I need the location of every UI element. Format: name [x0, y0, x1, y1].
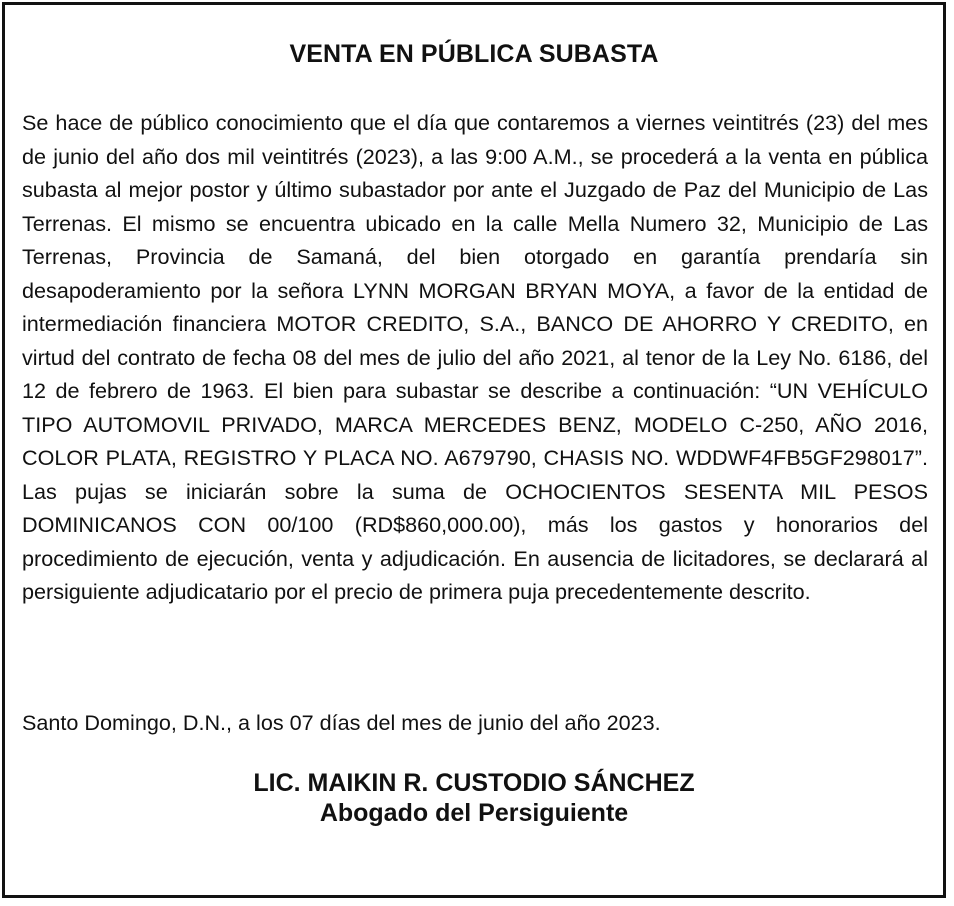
notice-body: Se hace de público conocimiento que el día que contaremos a viernes veintitrés (23) del mes de junio del año dos mil veintitrés (2023), a las 9:00 A.M., se procederá a la venta en pública subasta al mejor postor y último subastador por ante el Juzgado de Paz del Municipio de Las Terrenas. El mismo se encuentra ubicado en la calle Mella Numero 32, Municipio de Las Terrenas, Provincia de Samaná, del bien otorgado en garantía prendaría sin desapoderamiento por la señora LYNN MORGAN BRYAN MOYA, a favor de la entidad de intermediación financiera MOTOR CREDITO, S.A., BANCO DE AHORRO Y CREDITO, en virtud del contrato de fecha 08 del mes de julio del año 2021, al tenor de la Ley No. 6186, del 12 de febrero de 1963. El bien para subastar se describe a continuación: “UN VEHÍCULO TIPO AUTOMOVIL PRIVADO, MARCA MERCEDES BENZ, MODELO C-250, AÑO 2016, COLOR PLATA, REGISTRO Y PLACA NO. A679790, CHASIS NO. WDDWF4FB5GF298017”. Las pujas se iniciarán sobre la suma de OCHOCIENTOS SESENTA MIL PESOS DOMINICANOS CON 00/100 (RD$860,000.00), más los gastos y honorarios del procedimiento de ejecución, venta y adjudicación. En ausencia de licitadores, se declarará al persiguiente adjudicatario por el precio de primera puja precedentemente descrito.: [22, 110, 928, 604]
signature-block: [5, 768, 943, 828]
date-line: Santo Domingo, D.N., a los 07 días del mes de junio del año 2023.: [22, 710, 661, 735]
signature-name: LIC. MAIKIN R. CUSTODIO SÁNCHEZ: [253, 769, 695, 797]
notice-title: VENTA EN PÚBLICA SUBASTA: [289, 40, 659, 68]
notice-box: [2, 2, 946, 898]
signature-role: Abogado del Persiguiente: [319, 799, 629, 827]
